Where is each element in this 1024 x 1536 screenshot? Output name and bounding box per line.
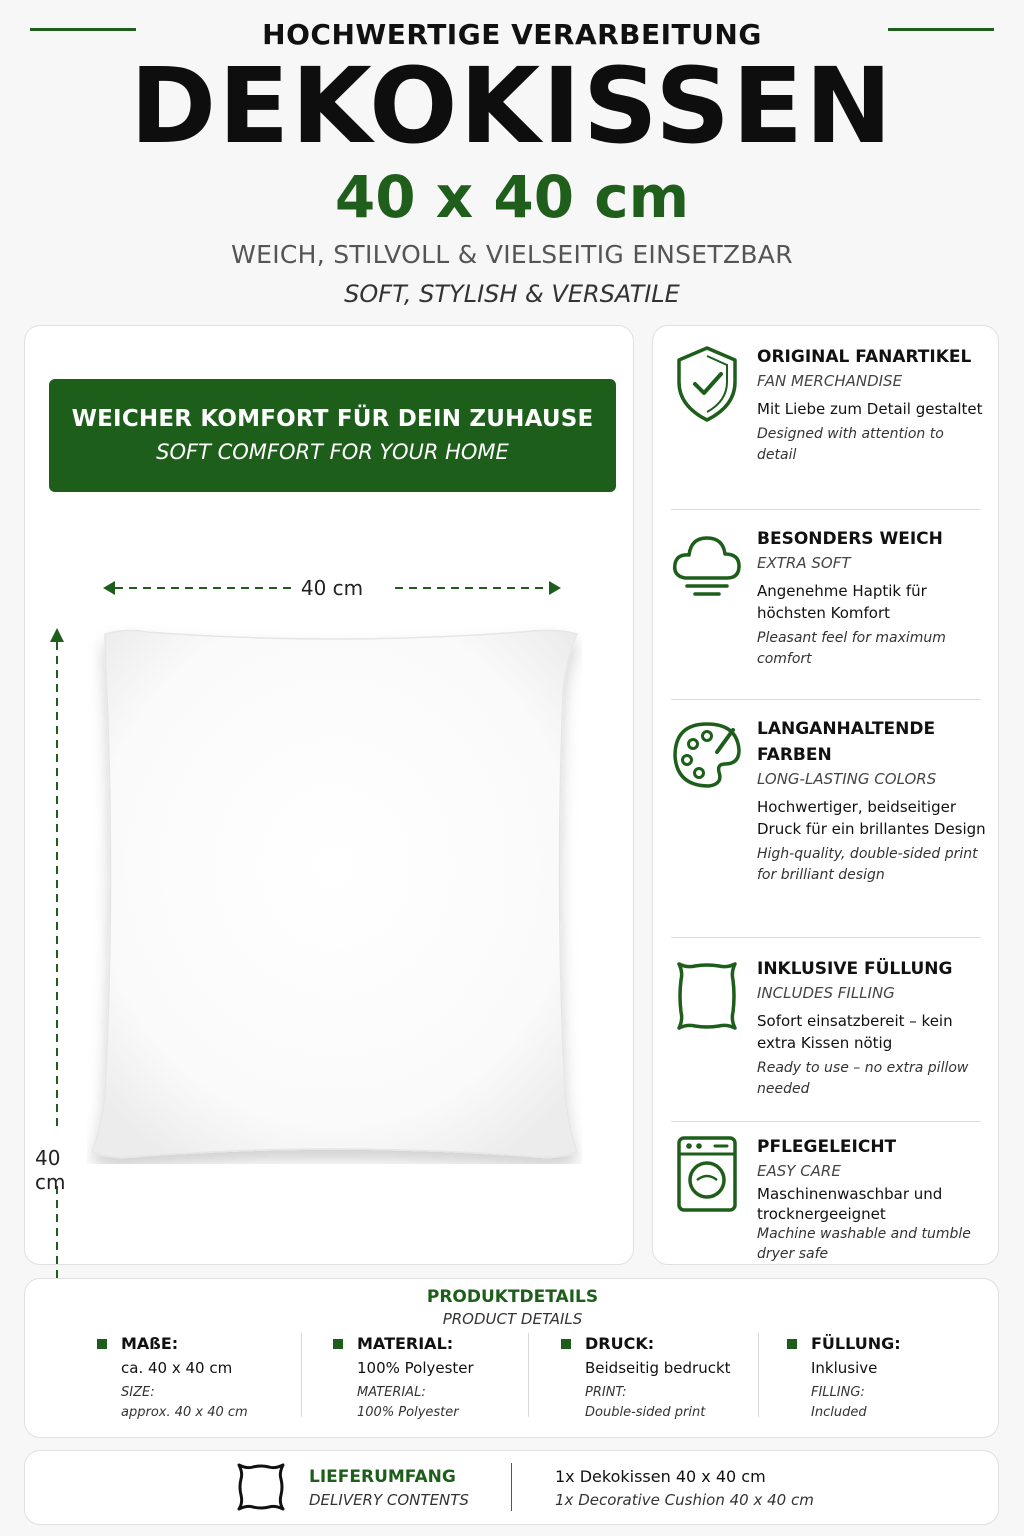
feature-desc: Sofort einsatzbereit – kein extra Kissen nötig (757, 1012, 953, 1052)
product-details-card (24, 1278, 999, 1438)
feature-subtitle: EXTRA SOFT (757, 554, 851, 572)
banner-title-de: WEICHER KOMFORT FÜR DEIN ZUHAUSE (71, 406, 594, 432)
width-label: 40 cm (300, 576, 364, 600)
feature-subtitle: INCLUDES FILLING (757, 984, 895, 1002)
detail-value: Inklusive (811, 1359, 878, 1377)
feature-desc-en: Ready to use – no extra pillow needed (757, 1060, 969, 1097)
detail-title: MATERIAL: (357, 1334, 454, 1353)
detail-value-en: Double-sided print (585, 1405, 706, 1420)
detail-title-en: FILLING: (811, 1385, 865, 1400)
delivery-item: 1x Dekokissen 40 x 40 cm (555, 1467, 766, 1486)
size-title: 40 x 40 cm (334, 163, 690, 231)
feature-item-fan (671, 344, 981, 510)
detail-title-en: SIZE: (121, 1385, 155, 1400)
detail-value: 100% Polyester (357, 1359, 474, 1377)
height-label: 40 cm (35, 1146, 66, 1194)
feature-desc-en: High-quality, double-sided print for brilliant design (757, 846, 978, 883)
pillow-icon (671, 956, 743, 1036)
cloud-icon (671, 526, 743, 606)
detail-value-en: 100% Polyester (357, 1405, 459, 1420)
pre-title: HOCHWERTIGE VERARBEITUNG (262, 18, 762, 51)
detail-title: MAßE: (121, 1334, 179, 1353)
detail-size (97, 1333, 317, 1423)
bullet-icon (97, 1339, 107, 1349)
feature-title: INKLUSIVE FÜLLUNG (757, 959, 953, 979)
width-dimension (101, 568, 563, 608)
features-card (652, 325, 999, 1265)
divider (301, 1333, 302, 1417)
divider (511, 1463, 512, 1511)
feature-item-care (671, 1134, 981, 1262)
comfort-banner (49, 379, 616, 492)
detail-title: DRUCK: (585, 1334, 655, 1353)
feature-subtitle: EASY CARE (757, 1162, 841, 1180)
feature-title: LANGANHALTENDE FARBEN (757, 719, 936, 765)
detail-value-en: Included (811, 1405, 867, 1420)
details-heading: PRODUKTDETAILS (426, 1287, 599, 1307)
divider (758, 1333, 759, 1417)
feature-item-filling (671, 956, 981, 1122)
feature-desc: Mit Liebe zum Detail gestaltet (757, 400, 983, 418)
delivery-card (24, 1450, 999, 1525)
palette-icon (671, 716, 743, 796)
feature-desc: Angenehme Haptik für höchsten Komfort (757, 582, 927, 622)
feature-item-soft (671, 526, 981, 700)
feature-desc-en: Machine washable and tumble dryer safe (757, 1226, 971, 1262)
feature-desc-en: Designed with attention to detail (757, 426, 944, 463)
detail-material (333, 1333, 553, 1423)
feature-subtitle: FAN MERCHANDISE (757, 372, 903, 390)
detail-title: FÜLLUNG: (811, 1334, 901, 1353)
delivery-heading-en: DELIVERY CONTENTS (309, 1491, 469, 1509)
shield-check-icon (671, 344, 743, 424)
feature-item-colors (671, 716, 986, 938)
bullet-icon (333, 1339, 343, 1349)
delivery-heading: LIEFERUMFANG (309, 1467, 456, 1487)
feature-desc-en: Pleasant feel for maximum comfort (757, 630, 946, 667)
subtitle-en: SOFT, STYLISH & VERSATILE (344, 280, 680, 308)
delivery-item-en: 1x Decorative Cushion 40 x 40 cm (555, 1491, 814, 1509)
feature-desc: Maschinenwaschbar und trocknergeeignet (757, 1185, 943, 1223)
feature-title: ORIGINAL FANARTIKEL (757, 347, 972, 367)
pillow-icon (233, 1459, 289, 1515)
product-image-card (24, 325, 634, 1265)
detail-value-en: approx. 40 x 40 cm (121, 1405, 248, 1420)
feature-title: BESONDERS WEICH (757, 529, 943, 549)
page-title: DEKOKISSEN (129, 45, 895, 167)
banner-title-en: SOFT COMFORT FOR YOUR HOME (156, 440, 509, 464)
feature-subtitle: LONG-LASTING COLORS (757, 770, 937, 788)
detail-value: Beidseitig bedruckt (585, 1359, 731, 1377)
feature-title: PFLEGELEICHT (757, 1137, 897, 1157)
detail-print (561, 1333, 781, 1423)
divider (528, 1333, 529, 1417)
subtitle-de: WEICH, STILVOLL & VIELSEITIG EINSETZBAR (231, 240, 793, 269)
washing-machine-icon (671, 1134, 743, 1214)
bullet-icon (787, 1339, 797, 1349)
detail-title-en: PRINT: (585, 1385, 627, 1400)
feature-desc: Hochwertiger, beidseitiger Druck für ein brillantes Design (757, 798, 986, 838)
details-heading-en: PRODUCT DETAILS (442, 1310, 583, 1328)
detail-value: ca. 40 x 40 cm (121, 1359, 233, 1377)
detail-filling (787, 1333, 1007, 1423)
detail-title-en: MATERIAL: (357, 1385, 426, 1400)
bullet-icon (561, 1339, 571, 1349)
pillow-image (87, 624, 582, 1164)
